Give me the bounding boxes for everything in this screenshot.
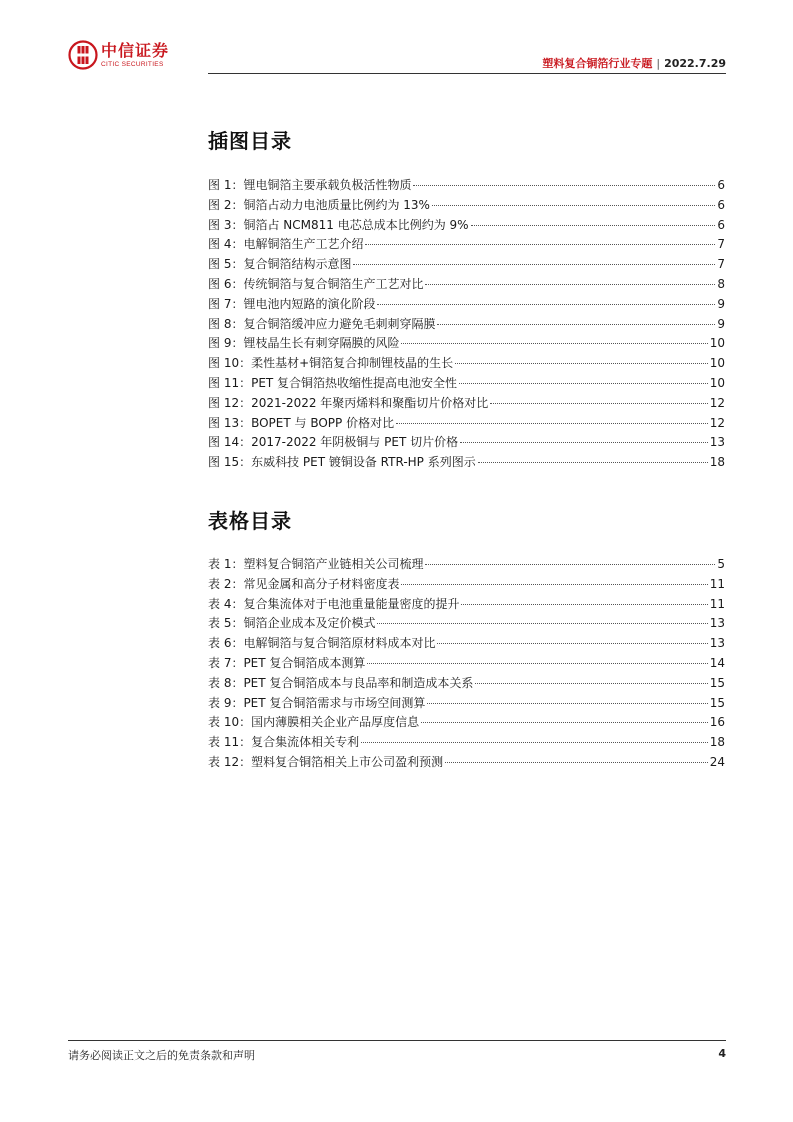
toc-entry[interactable] — [208, 674, 725, 694]
toc-entry[interactable] — [208, 414, 725, 434]
toc-entry-label: 图 14：2017-2022 年阴极铜与 PET 切片价格 — [208, 435, 459, 450]
toc-entry[interactable] — [208, 394, 725, 414]
toc-entry-page: 6 — [717, 217, 725, 232]
toc-entry-page: 11 — [709, 596, 725, 611]
toc-entry[interactable] — [208, 196, 725, 216]
figures-toc-title: 插图目录 — [208, 129, 292, 153]
toc-entry[interactable] — [208, 575, 725, 595]
toc-entry-label: 图 13：BOPET 与 BOPP 价格对比 — [208, 415, 395, 430]
toc-leader-dots — [471, 225, 716, 226]
toc-entry-page: 8 — [717, 276, 725, 291]
toc-entry-label: 图 1：锂电铜箔主要承载负极活性物质 — [208, 178, 412, 192]
toc-entry-page: 7 — [717, 257, 725, 272]
toc-entry-label: 图 9：锂枝晶生长有刺穿隔膜的风险 — [208, 336, 400, 351]
toc-entry-page: 12 — [709, 395, 725, 410]
report-date: 2022.7.29 — [664, 57, 726, 70]
figures-toc — [208, 176, 725, 473]
toc-entry-label: 表 2：常见金属和高分子材料密度表 — [208, 576, 400, 591]
toc-entry[interactable] — [208, 255, 725, 275]
toc-entry-page: 9 — [717, 316, 725, 331]
toc-entry[interactable] — [208, 654, 725, 674]
toc-entry[interactable] — [208, 753, 725, 773]
toc-entry-label: 表 8：PET 复合铜箔成本与良品率和制造成本关系 — [208, 675, 474, 690]
toc-leader-dots — [361, 742, 708, 743]
tables-toc-title: 表格目录 — [208, 509, 292, 533]
toc-entry[interactable] — [208, 733, 725, 753]
toc-entry[interactable] — [208, 295, 725, 315]
toc-entry-label: 图 7：锂电池内短路的演化阶段 — [208, 296, 376, 311]
toc-entry-page: 10 — [709, 356, 725, 371]
toc-entry-label: 表 1：塑料复合铜箔产业链相关公司梳理 — [208, 557, 424, 571]
toc-entry-label: 图 6：传统铜箔与复合铜箔生产工艺对比 — [208, 276, 424, 291]
toc-leader-dots — [437, 643, 707, 644]
toc-leader-dots — [367, 663, 707, 664]
toc-leader-dots — [421, 722, 708, 723]
toc-leader-dots — [427, 703, 707, 704]
toc-leader-dots — [396, 423, 708, 424]
toc-leader-dots — [445, 762, 708, 763]
toc-entry-page: 6 — [717, 178, 725, 192]
toc-entry[interactable] — [208, 555, 725, 575]
toc-entry-page: 14 — [709, 655, 725, 670]
toc-entry-label: 图 10：柔性基材+铜箔复合抑制锂枝晶的生长 — [208, 356, 454, 371]
header-divider — [208, 73, 726, 74]
toc-entry-page: 18 — [709, 735, 725, 750]
toc-entry[interactable] — [208, 433, 725, 453]
toc-entry-label: 图 8：复合铜箔缓冲应力避免毛刺刺穿隔膜 — [208, 316, 436, 331]
toc-leader-dots — [461, 604, 707, 605]
toc-leader-dots — [475, 683, 707, 684]
toc-entry-page: 15 — [709, 695, 725, 710]
toc-entry-label: 图 11：PET 复合铜箔热收缩性提高电池安全性 — [208, 375, 458, 390]
citic-logo-icon — [68, 40, 98, 70]
toc-leader-dots — [490, 403, 707, 404]
toc-entry-label: 表 4：复合集流体对于电池重量能量密度的提升 — [208, 596, 460, 611]
toc-entry[interactable] — [208, 453, 725, 473]
toc-entry-page: 13 — [709, 616, 725, 631]
toc-entry-label: 图 15：东威科技 PET 镀铜设备 RTR-HP 系列图示 — [208, 455, 476, 470]
toc-entry[interactable] — [208, 275, 725, 295]
toc-entry[interactable] — [208, 713, 725, 733]
header-separator: | — [656, 57, 661, 70]
toc-leader-dots — [459, 383, 708, 384]
toc-entry-label: 表 9：PET 复合铜箔需求与市场空间测算 — [208, 695, 426, 710]
toc-entry-page: 10 — [709, 336, 725, 351]
toc-entry-label: 图 3：铜箔占 NCM811 电芯总成本比例约为 9% — [208, 217, 469, 232]
toc-entry[interactable] — [208, 614, 725, 634]
report-topic: 塑料复合铜箔行业专题 — [542, 57, 653, 70]
toc-leader-dots — [353, 264, 715, 265]
toc-entry[interactable] — [208, 334, 725, 354]
toc-entry-page: 6 — [717, 197, 725, 212]
toc-leader-dots — [460, 442, 708, 443]
toc-entry[interactable] — [208, 176, 725, 196]
toc-leader-dots — [401, 584, 707, 585]
toc-entry-label: 表 12：塑料复合铜箔相关上市公司盈利预测 — [208, 754, 444, 769]
toc-entry[interactable] — [208, 216, 725, 236]
toc-entry-label: 表 5：铜箔企业成本及定价模式 — [208, 616, 376, 631]
toc-entry-label: 表 6：电解铜箔与复合铜箔原材料成本对比 — [208, 636, 436, 651]
toc-entry-page: 11 — [709, 576, 725, 591]
footer-divider — [68, 1040, 726, 1041]
toc-entry-page: 7 — [717, 237, 725, 252]
report-header — [542, 55, 726, 71]
toc-entry-page: 12 — [709, 415, 725, 430]
toc-leader-dots — [377, 623, 707, 624]
toc-entry-page: 15 — [709, 675, 725, 690]
toc-leader-dots — [365, 244, 715, 245]
toc-entry-page: 9 — [717, 296, 725, 311]
toc-leader-dots — [401, 343, 707, 344]
page-number: 4 — [718, 1047, 726, 1060]
toc-entry-label: 图 2：铜箔占动力电池质量比例约为 13% — [208, 197, 430, 212]
toc-leader-dots — [455, 363, 708, 364]
toc-entry-label: 图 4：电解铜箔生产工艺介绍 — [208, 237, 364, 252]
toc-entry[interactable] — [208, 634, 725, 654]
disclaimer-note: 请务必阅读正文之后的免责条款和声明 — [68, 1049, 255, 1062]
toc-leader-dots — [413, 185, 715, 186]
toc-entry-page: 13 — [709, 435, 725, 450]
toc-entry[interactable] — [208, 694, 725, 714]
tables-toc — [208, 555, 725, 773]
toc-leader-dots — [377, 304, 715, 305]
toc-entry[interactable] — [208, 374, 725, 394]
toc-leader-dots — [432, 205, 715, 206]
toc-entry-label: 表 10：国内薄膜相关企业产品厚度信息 — [208, 715, 420, 730]
toc-entry-page: 10 — [709, 375, 725, 390]
toc-entry-page: 5 — [717, 557, 725, 571]
toc-leader-dots — [425, 284, 715, 285]
toc-leader-dots — [425, 564, 715, 565]
toc-entry[interactable] — [208, 235, 725, 255]
toc-entry-page: 16 — [709, 715, 725, 730]
toc-leader-dots — [437, 324, 715, 325]
toc-entry-label: 图 12：2021-2022 年聚丙烯料和聚酯切片价格对比 — [208, 395, 489, 410]
company-logo — [68, 40, 169, 70]
toc-leader-dots — [478, 462, 708, 463]
toc-entry-page: 18 — [709, 455, 725, 470]
toc-entry[interactable] — [208, 595, 725, 615]
toc-entry-label: 表 7：PET 复合铜箔成本测算 — [208, 655, 366, 670]
brand-name-en: CITIC SECURITIES — [101, 60, 164, 68]
toc-entry-page: 13 — [709, 636, 725, 651]
toc-entry-label: 图 5：复合铜箔结构示意图 — [208, 257, 352, 272]
toc-entry-page: 24 — [709, 754, 725, 769]
toc-entry[interactable] — [208, 315, 725, 335]
toc-entry[interactable] — [208, 354, 725, 374]
brand-name-cn: 中信证券 — [101, 40, 170, 60]
toc-entry-label: 表 11：复合集流体相关专利 — [208, 735, 360, 750]
